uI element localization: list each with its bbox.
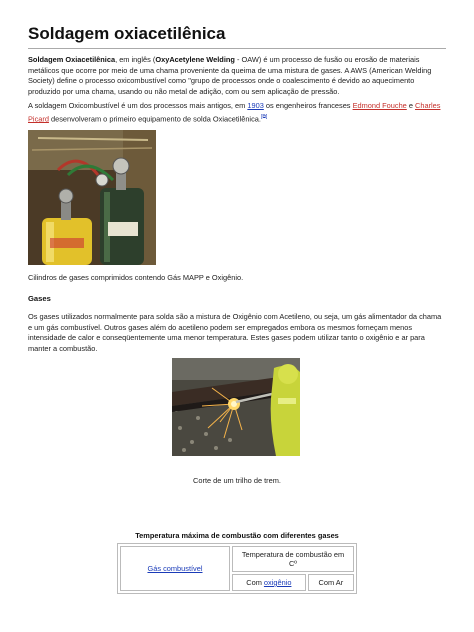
- page-title: Soldagem oxiacetilênica: [28, 24, 446, 49]
- with-prefix: Com: [246, 578, 264, 587]
- rail-cutting-photo: [172, 358, 300, 456]
- edmond-fouche-link[interactable]: Edmond Fouche: [352, 101, 407, 110]
- oxigenio-link[interactable]: oxigênio: [263, 578, 292, 587]
- external-ref-icon[interactable]: [⧉]: [260, 113, 268, 120]
- intro-term: Soldagem Oxiacetilênica: [28, 55, 116, 64]
- gas-combustivel-link[interactable]: Gás combustível: [147, 564, 203, 573]
- gas-cylinders-photo: [28, 130, 156, 265]
- charles-picard-link[interactable]: Charles Picard: [28, 101, 441, 124]
- with-air-header-cell: Com Ar: [308, 574, 354, 591]
- temperature-header-cell: Temperatura de combustão em Cº: [232, 546, 354, 572]
- intro-english-term: OxyAcetylene Welding: [155, 55, 235, 64]
- rail-cutting-illustration: [172, 358, 300, 456]
- history-text-3: e: [406, 101, 416, 110]
- figure1-caption: Cilindros de gases comprimidos contendo Gás MAPP e Oxigênio.: [28, 273, 244, 282]
- combustion-temperature-table: [117, 543, 357, 594]
- gases-heading: Gases: [28, 294, 51, 303]
- history-text-4: desenvolveram o primeiro equipamento de solda Oxiacetilênica.: [48, 114, 261, 124]
- history-text-1: A soldagem Oxicombustível é um dos processos mais antigos, em: [28, 101, 248, 110]
- year-1903-link[interactable]: 1903: [247, 101, 264, 110]
- with-oxygen-header-cell: [232, 574, 306, 591]
- intro-paragraph: [28, 55, 446, 97]
- gas-cylinders-illustration: [28, 130, 156, 265]
- figure2-caption: Corte de um trilho de trem.: [193, 476, 281, 485]
- history-text-2: os engenheiros franceses: [263, 101, 353, 110]
- gas-header-cell: [120, 546, 230, 591]
- intro-text-1: , em inglês (: [115, 55, 156, 64]
- gases-paragraph: Os gases utilizados normalmente para solda são a mistura de Oxigênio com Acetileno, ou seja, um gás alimentador da chama e um gás combustível. Outros gases além do acetileno podem ser empregados embora os mesmos forneçam menos intensidade de calor e conseqüentemente uma menor temperatura. Estes gases podem utilizar tanto o oxigênio e ar para manter a combustão.: [28, 312, 442, 353]
- table-header-row: [120, 546, 354, 572]
- intro-text-2: - OAW) é um processo de fusão ou erosão de materiais metálicos que ocorre por meio de uma chama proveniente da queima de uma mistura de gases. A AWS (American Welding Society) define o processo oxicombustível como "grupo de processos onde o coalescimento é devido ao aquecimento produzido por uma chama, usando ou não metal de adição, com ou sem aplicação de pressão.: [28, 55, 432, 96]
- history-paragraph: [28, 101, 446, 125]
- table-caption: Temperatura máxima de combustão com diferentes gases: [135, 531, 339, 540]
